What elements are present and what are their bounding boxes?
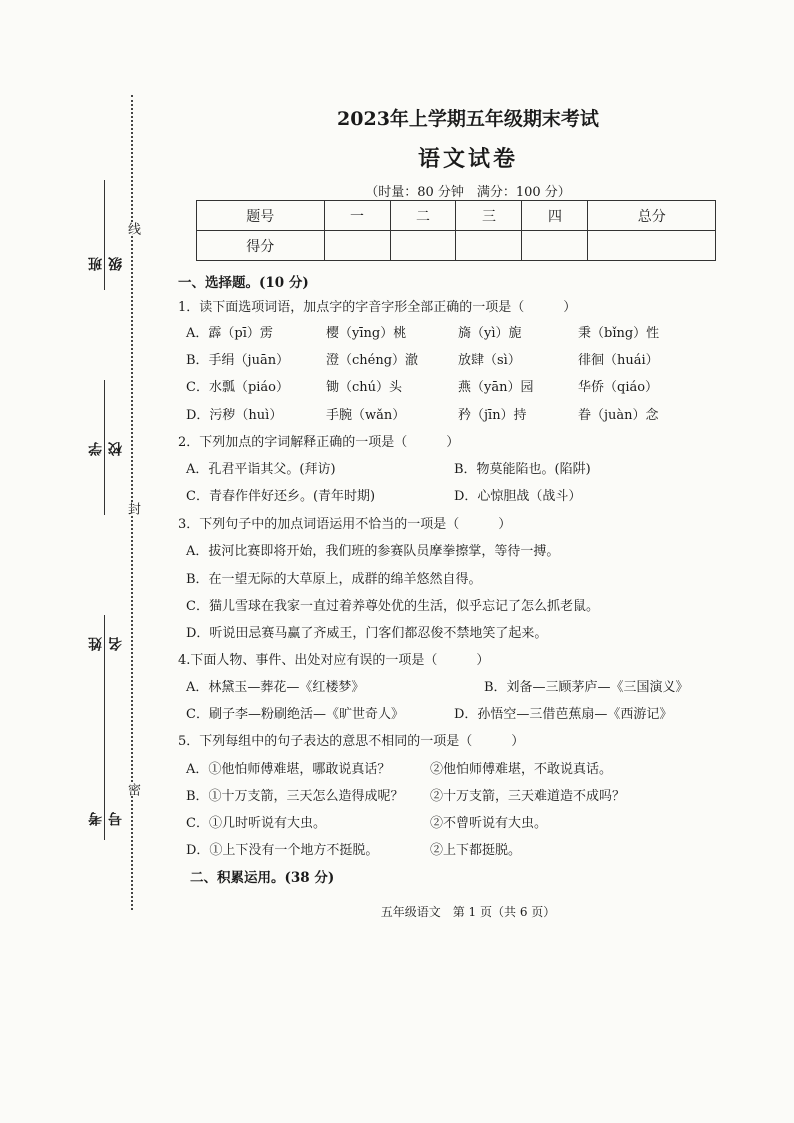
- q5-option-sentence: ②不曾听说有大虫。: [430, 816, 548, 831]
- q1-option[interactable]: A．霹（pī）雳: [186, 326, 273, 341]
- q2-stem: 2．下列加点的字词解释正确的一项是（ ）: [178, 435, 460, 450]
- q1-option[interactable]: C．水瓢（piáo）: [186, 380, 290, 395]
- name-underline: [104, 615, 105, 735]
- score-row-label: 得分: [197, 231, 325, 261]
- score-header-cell: 四: [522, 201, 588, 231]
- number-label: 考号: [88, 810, 124, 826]
- q1-option-word: 旖（yì）旎: [458, 326, 522, 341]
- q5-option-sentence: ②十万支箭，三天难道造不成吗？: [430, 789, 626, 804]
- q2-option[interactable]: B．物莫能陷也。(陷阱): [454, 462, 591, 477]
- q2-option[interactable]: D．心惊胆战（战斗）: [454, 489, 582, 504]
- q5-option[interactable]: B．①十万支箭，三天怎么造得成呢？: [186, 789, 404, 804]
- q1-option-word: 锄（chú）头: [326, 380, 403, 395]
- q1-option-word: 眷（juàn）念: [578, 408, 659, 423]
- q1-option-word: 手腕（wǎn）: [326, 408, 406, 423]
- page-footer: 五年级语文 第 1 页（共 6 页）: [380, 905, 556, 919]
- q1-option-word: 矜（jīn）持: [458, 408, 527, 423]
- score-input-cell[interactable]: [456, 231, 522, 261]
- q5-option-sentence: ②上下都挺脱。: [430, 843, 522, 858]
- q3-stem: 3．下列句子中的加点词语运用不恰当的一项是（ ）: [178, 517, 512, 532]
- seal-mark-feng: 封: [125, 502, 140, 515]
- score-header-cell: 题号: [197, 201, 325, 231]
- q1-option-word: 燕（yān）园: [458, 380, 534, 395]
- class-label: 班级: [88, 255, 124, 271]
- q1-option[interactable]: B．手绢（juān）: [186, 353, 290, 368]
- q5-option[interactable]: C．①几时听说有大虫。: [186, 816, 326, 831]
- q1-option-word: 樱（yīng）桃: [326, 326, 407, 341]
- q1-option-word: 徘徊（huái）: [578, 353, 659, 368]
- q5-option[interactable]: D．①上下没有一个地方不挺脱。: [186, 843, 379, 858]
- class-underline: [104, 180, 105, 290]
- q2-option[interactable]: A．孔君平诣其父。(拜访): [186, 462, 336, 477]
- q3-option[interactable]: C．猫儿雪球在我家一直过着养尊处优的生活，似乎忘记了怎么抓老鼠。: [186, 599, 599, 614]
- q5-option-sentence: ②他怕师傅难堪，不敢说真话。: [430, 762, 613, 777]
- name-label: 姓名: [88, 635, 124, 651]
- number-underline: [104, 725, 105, 840]
- score-input-cell[interactable]: [588, 231, 716, 261]
- score-header-cell: 三: [456, 201, 522, 231]
- exam-meta: （时量：80 分钟 满分：100 分）: [365, 185, 571, 200]
- q1-option-word: 放肆（sì）: [458, 353, 521, 368]
- q5-option[interactable]: A．①他怕师傅难堪，哪敢说真话？: [186, 762, 391, 777]
- school-label: 学校: [88, 440, 124, 456]
- section2-heading: 二、积累运用。(38 分): [190, 870, 335, 886]
- score-input-cell[interactable]: [324, 231, 390, 261]
- binding-margin: [0, 0, 165, 1123]
- school-underline: [104, 380, 105, 515]
- score-header-cell: 二: [390, 201, 456, 231]
- q4-option[interactable]: B．刘备—三顾茅庐—《三国演义》: [484, 680, 689, 695]
- q4-option[interactable]: C．刷子李—粉刷绝活—《旷世奇人》: [186, 707, 404, 722]
- score-input-cell[interactable]: [522, 231, 588, 261]
- q4-stem: 4.下面人物、事件、出处对应有误的一项是（ ）: [178, 653, 490, 668]
- q4-option[interactable]: A．林黛玉—葬花—《红楼梦》: [186, 680, 365, 695]
- score-table-header-row: [197, 201, 716, 231]
- q3-option[interactable]: B．在一望无际的大草原上，成群的绵羊悠然自得。: [186, 572, 482, 587]
- exam-subject: 语文试卷: [417, 146, 518, 172]
- seal-mark-mi: 密: [125, 783, 140, 796]
- score-table: [196, 200, 716, 261]
- score-header-cell: 总分: [588, 201, 716, 231]
- q5-stem: 5．下列每组中的句子表达的意思不相同的一项是（ ）: [178, 734, 525, 749]
- score-table-score-row: [197, 231, 716, 261]
- seal-mark-line: 线: [125, 222, 140, 235]
- q1-option-word: 澄（chéng）澈: [326, 353, 419, 368]
- score-input-cell[interactable]: [390, 231, 456, 261]
- q3-option[interactable]: A．拔河比赛即将开始，我们班的参赛队员摩拳擦掌，等待一搏。: [186, 544, 560, 559]
- q2-option[interactable]: C．青春作伴好还乡。(青年时期): [186, 489, 376, 504]
- q4-option[interactable]: D．孙悟空—三借芭蕉扇—《西游记》: [454, 707, 673, 722]
- exam-title: 2023年上学期五年级期末考试: [337, 108, 599, 130]
- exam-sheet: [168, 0, 768, 1123]
- q3-option[interactable]: D．听说田忌赛马赢了齐威王，门客们都忍俊不禁地笑了起来。: [186, 626, 548, 641]
- section1-heading: 一、选择题。(10 分): [178, 275, 309, 291]
- q1-stem: 1．读下面选项词语，加点字的字音字形全部正确的一项是（ ）: [178, 300, 577, 315]
- q1-option-word: 华侨（qiáo）: [578, 380, 659, 395]
- q1-option[interactable]: D．污秽（huì）: [186, 408, 283, 423]
- q1-option-word: 秉（bǐng）性: [578, 326, 660, 341]
- score-header-cell: 一: [324, 201, 390, 231]
